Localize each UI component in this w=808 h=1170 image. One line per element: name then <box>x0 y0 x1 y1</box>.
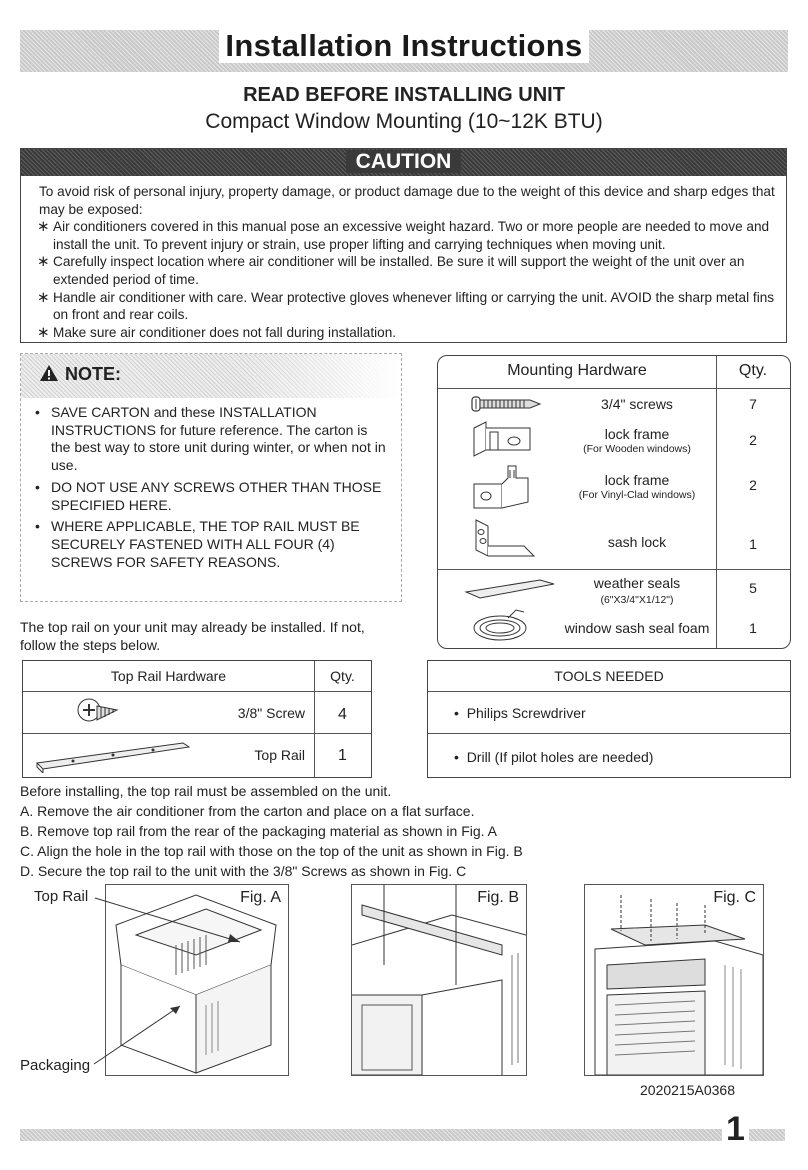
caution-item: ∗ Air conditioners covered in this manual pose an excessive weight hazard. Two or more people are needed to move and install the unit. To prevent injury or strain, use proper lifting and carrying techniques when moving unit. <box>37 218 770 252</box>
hardware-name: 3/4" screws <box>601 396 673 412</box>
hardware-qty: 7 <box>749 396 757 412</box>
lock-frame-vinyl-icon <box>468 464 548 514</box>
step-item: C. Align the hole in the top rail with those on the top of the unit as shown in Fig. B <box>20 843 523 859</box>
top-rail-note: The top rail on your unit may already be installed. If not, follow the steps below. <box>20 619 365 653</box>
figure-label: Fig. A <box>237 889 284 907</box>
figure-label: Fig. C <box>710 889 759 907</box>
note-label: NOTE: <box>39 364 121 385</box>
note-box <box>20 353 402 602</box>
sash-lock-icon <box>468 516 548 564</box>
heading: READ BEFORE INSTALLING UNIT <box>243 84 565 106</box>
page-number: 1 <box>722 1110 749 1149</box>
hardware-name: window sash seal foam <box>564 620 710 636</box>
hardware-name: lock frame <box>604 472 670 488</box>
footer-bar <box>20 1129 785 1141</box>
top-rail-qty: 1 <box>338 747 347 764</box>
steps-intro: Before installing, the top rail must be assembled on the unit. <box>20 783 392 799</box>
caution-intro: To avoid risk of personal injury, property damage, or product damage due to the weight of this device and sharp edges that may be exposed: <box>39 184 775 217</box>
hardware-qty-header: Qty. <box>738 362 768 379</box>
callout-arrow <box>90 1000 190 1070</box>
hardware-name: sash lock <box>607 534 667 550</box>
top-rail-hardware-table <box>22 660 372 778</box>
callout-top-rail: Top Rail <box>34 888 89 905</box>
tool-item: • Philips Screwdriver <box>454 705 586 721</box>
caution-box <box>20 148 787 343</box>
caution-item: ∗ Carefully inspect location where air conditioner will be installed. Be sure it will support the weight of the unit over an extended period of time. <box>37 253 745 287</box>
figure-c <box>584 884 764 1076</box>
tools-header: TOOLS NEEDED <box>554 668 664 684</box>
figure-b-drawing <box>352 885 526 1075</box>
subheading: Compact Window Mounting (10~12K BTU) <box>205 110 603 133</box>
step-item: A. Remove the air conditioner from the carton and place on a flat surface. <box>20 803 475 819</box>
hardware-name: weather seals <box>593 575 681 591</box>
hardware-header: Mounting Hardware <box>507 362 647 379</box>
hardware-qty: 1 <box>749 536 757 552</box>
seal-foam-icon <box>468 608 548 644</box>
page-title: Installation Instructions <box>0 28 808 64</box>
hardware-sub: (For Vinyl-Clad windows) <box>578 489 696 501</box>
hardware-name: lock frame <box>604 426 670 442</box>
top-rail-item: 3/8" Screw <box>237 705 305 721</box>
figure-c-drawing <box>585 885 763 1075</box>
note-item: • SAVE CARTON and these INSTALLATION INSTRUCTIONS for future reference. The carton is the best way to store unit during winter, or when not in use. <box>31 404 386 475</box>
hardware-sub: (For Wooden windows) <box>583 443 691 455</box>
caution-text <box>39 183 784 341</box>
top-rail-item: Top Rail <box>254 747 305 763</box>
callout-arrow <box>90 890 250 950</box>
warning-icon <box>39 364 59 382</box>
figure-b <box>351 884 527 1076</box>
steps <box>20 781 790 881</box>
caution-item: ∗ Handle air conditioner with care. Wear protective gloves whenever lifting or carrying the unit. AVOID the sharp metal fins on front and rear coils. <box>37 288 775 323</box>
tools-table <box>427 660 791 778</box>
note-item: • DO NOT USE ANY SCREWS OTHER THAN THOSE SPECIFIED HERE. <box>31 479 386 514</box>
hardware-qty: 2 <box>749 477 757 493</box>
step-item: D. Secure the top rail to the unit with the 3/8" Screws as shown in Fig. C <box>20 863 467 879</box>
tool-item: • Drill (If pilot holes are needed) <box>454 749 654 765</box>
weather-seal-icon <box>462 576 558 602</box>
callout-packaging: Packaging <box>20 1057 91 1074</box>
figure-label: Fig. B <box>474 889 522 907</box>
part-number: 2020215A0368 <box>640 1082 735 1098</box>
note-list <box>31 404 386 575</box>
hardware-qty: 1 <box>749 620 757 636</box>
hardware-qty: 5 <box>749 580 757 596</box>
mounting-hardware-table <box>437 355 791 649</box>
screw-icon <box>468 394 548 414</box>
hardware-sub: (6"X3/4"X1/12") <box>600 594 674 606</box>
step-item: B. Remove top rail from the rear of the packaging material as shown in Fig. A <box>20 823 498 839</box>
caution-item: ∗ Make sure air conditioner does not fall during installation. <box>37 323 397 341</box>
note-item: • WHERE APPLICABLE, THE TOP RAIL MUST BE SECURELY FASTENED WITH ALL FOUR (4) SCREWS FOR SAFETY REASONS. <box>31 518 386 571</box>
top-rail-qty-header: Qty. <box>330 668 355 684</box>
caution-title: CAUTION <box>21 150 786 174</box>
screw-3-8-icon <box>73 696 133 730</box>
lock-frame-icon <box>468 420 548 462</box>
top-rail-qty: 4 <box>338 706 347 723</box>
hardware-qty: 2 <box>749 432 757 448</box>
top-rail-header: Top Rail Hardware <box>110 668 227 684</box>
